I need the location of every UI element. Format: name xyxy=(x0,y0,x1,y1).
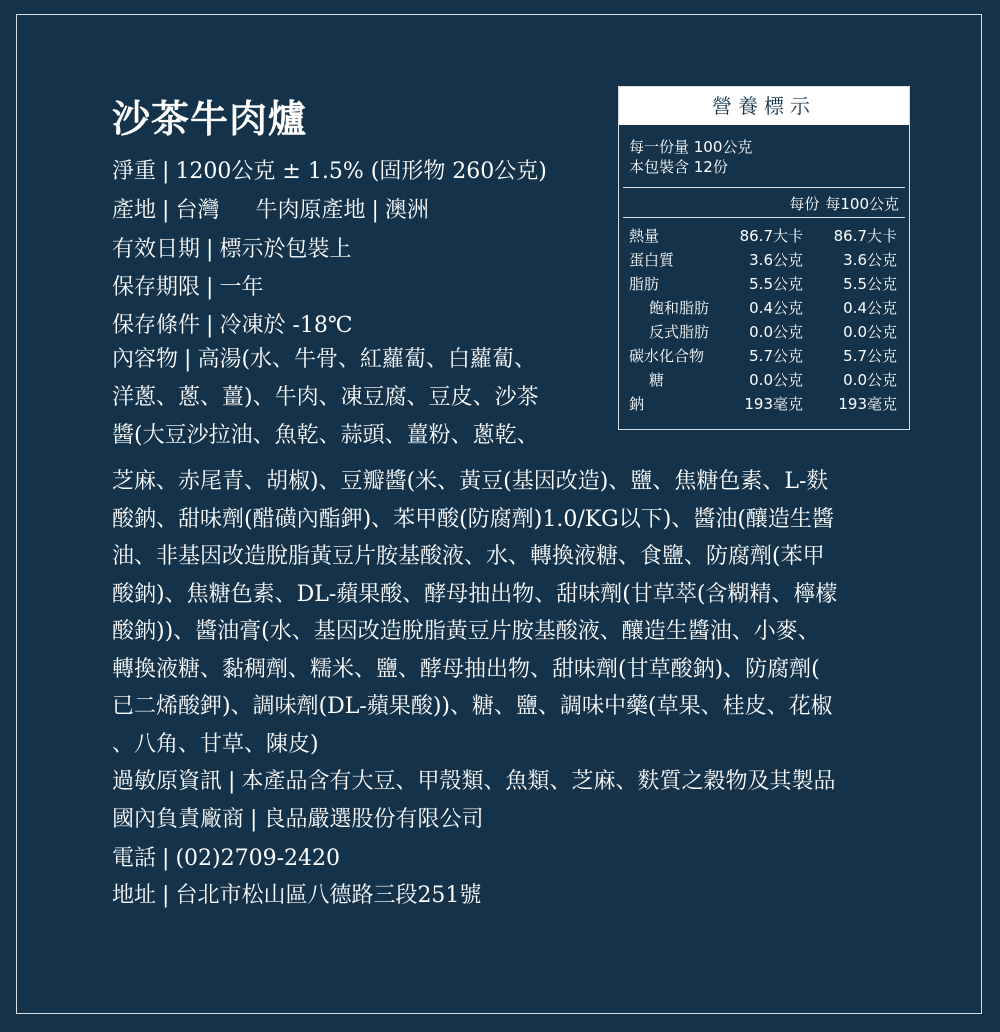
info-value: 一年 xyxy=(219,275,264,300)
nutrition-row xyxy=(619,296,909,320)
nutrition-row xyxy=(619,344,909,368)
nutrient-name: 飽和脂肪 xyxy=(649,299,710,317)
ingredients-text: 高湯(水、牛骨、紅蘿蔔、白蘿蔔、 xyxy=(197,347,537,372)
info-label: 地址 xyxy=(112,883,157,908)
ingredients-line: 油、非基因改造脫脂黃豆片胺基酸液、水、轉換液糖、食鹽、防腐劑(苯甲 xyxy=(112,544,825,569)
per-serving-value: 5.7公克 xyxy=(749,347,803,365)
per-100g-value: 0.4公克 xyxy=(843,299,897,317)
ingredients-line: 酸鈉))、醬油膏(水、基因改造脫脂黃豆片胺基酸液、釀造生醬油、小麥、 xyxy=(112,619,820,644)
nutrition-facts-panel xyxy=(618,86,910,430)
info-value: 冷凍於 -18℃ xyxy=(219,313,353,338)
beef-origin-label: 牛肉原產地 xyxy=(255,198,366,223)
info-label: 保存期限 xyxy=(112,275,201,300)
per-100g-value: 5.7公克 xyxy=(843,347,897,365)
allergen-line xyxy=(112,766,835,798)
separator: | xyxy=(162,846,170,871)
per-100g-value: 5.5公克 xyxy=(843,275,897,293)
info-value: (02)2709-2420 xyxy=(175,846,341,871)
info-value: 標示於包裝上 xyxy=(219,237,352,262)
nutrition-row xyxy=(619,272,909,296)
separator: | xyxy=(162,198,170,223)
shelf-life-line xyxy=(112,272,263,304)
info-value: 台北市松山區八德路三段251號 xyxy=(175,883,482,908)
info-value: 台灣 xyxy=(175,198,220,223)
phone-line xyxy=(112,843,340,875)
servings-per-package: 本包裝含 12份 xyxy=(629,158,728,176)
ingredients-line: 芝麻、赤尾青、胡椒)、豆瓣醬(米、黃豆(基因改造)、鹽、焦糖色素、L-麩 xyxy=(112,469,829,494)
per-serving-value: 86.7大卡 xyxy=(739,227,803,245)
nutrition-row xyxy=(619,392,909,416)
info-value: 1200公克 ± 1.5% (固形物 260公克) xyxy=(175,159,547,184)
nutrient-name: 蛋白質 xyxy=(629,251,675,269)
separator: | xyxy=(184,347,192,372)
per-serving-value: 0.4公克 xyxy=(749,299,803,317)
separator: | xyxy=(250,807,258,832)
col-per-100g: 每100公克 xyxy=(825,195,899,213)
per-100g-value: 3.6公克 xyxy=(843,251,897,269)
per-serving-value: 193毫克 xyxy=(744,395,803,413)
info-label: 電話 xyxy=(112,846,157,871)
info-label: 淨重 xyxy=(112,159,157,184)
nutrient-name: 熱量 xyxy=(629,227,660,245)
ingredients-line: 酸鈉)、焦糖色素、DL-蘋果酸、酵母抽出物、甜味劑(甘草萃(含糊精、檸檬 xyxy=(112,582,838,607)
ingredients-line xyxy=(112,342,536,377)
nutrient-name: 反式脂肪 xyxy=(649,323,710,341)
serving-size: 每一份量 100公克 xyxy=(629,138,753,156)
separator: | xyxy=(162,883,170,908)
ingredients-line: 酸鈉、甜味劑(醋磺內酯鉀)、苯甲酸(防腐劑)1.0/KG以下)、醬油(釀造生醬 xyxy=(112,507,834,532)
nutrient-name: 脂肪 xyxy=(629,275,660,293)
net-weight-line xyxy=(112,156,547,188)
storage-line xyxy=(112,310,352,342)
nutrient-name: 鈉 xyxy=(629,395,645,413)
nutrition-row xyxy=(619,248,909,272)
ingredients-line: 醬(大豆沙拉油、魚乾、蒜頭、薑粉、蔥乾、 xyxy=(112,423,539,448)
serving-info xyxy=(629,137,752,177)
info-value: 本產品含有大豆、甲殼類、魚類、芝麻、麩質之穀物及其製品 xyxy=(241,769,836,794)
separator: | xyxy=(228,769,236,794)
nutrient-name: 碳水化合物 xyxy=(629,347,705,365)
address-line xyxy=(112,880,481,912)
divider xyxy=(623,217,905,218)
nutrition-row xyxy=(619,368,909,392)
per-100g-value: 86.7大卡 xyxy=(833,227,897,245)
per-serving-value: 3.6公克 xyxy=(749,251,803,269)
manufacturer-line xyxy=(112,804,483,836)
separator: | xyxy=(206,275,214,300)
info-label: 過敏原資訊 xyxy=(112,769,223,794)
info-label: 產地 xyxy=(112,198,157,223)
ingredients-line: 轉換液糖、黏稠劑、糯米、鹽、酵母抽出物、甜味劑(甘草酸鈉)、防腐劑( xyxy=(112,657,820,682)
separator: | xyxy=(206,237,214,262)
info-label: 國內負責廠商 xyxy=(112,807,245,832)
col-per-serving: 每份 xyxy=(789,195,820,213)
separator: | xyxy=(206,313,214,338)
per-100g-value: 0.0公克 xyxy=(843,371,897,389)
separator: | xyxy=(371,198,379,223)
info-label: 保存條件 xyxy=(112,313,201,338)
ingredients-line: 洋蔥、蔥、薑)、牛肉、凍豆腐、豆皮、沙茶 xyxy=(112,385,539,410)
nutrition-row xyxy=(619,224,909,248)
per-serving-value: 0.0公克 xyxy=(749,323,803,341)
nutrition-row xyxy=(619,320,909,344)
ingredients-line: 已二烯酸鉀)、調味劑(DL-蘋果酸))、糖、鹽、調味中藥(草果、桂皮、花椒 xyxy=(112,694,833,719)
per-100g-value: 0.0公克 xyxy=(843,323,897,341)
info-value: 良品嚴選股份有限公司 xyxy=(263,807,484,832)
origin-line xyxy=(112,195,429,227)
nutrient-name: 糖 xyxy=(649,371,665,389)
beef-origin-value: 澳洲 xyxy=(384,198,429,223)
divider xyxy=(623,187,905,188)
ingredients-label: 內容物 xyxy=(112,347,179,372)
separator: | xyxy=(162,159,170,184)
ingredients-line: 、八角、甘草、陳皮) xyxy=(112,732,319,757)
per-serving-value: 5.5公克 xyxy=(749,275,803,293)
per-100g-value: 193毫克 xyxy=(838,395,897,413)
info-label: 有效日期 xyxy=(112,237,201,262)
product-title: 沙茶牛肉爐 xyxy=(112,96,308,141)
per-serving-value: 0.0公克 xyxy=(749,371,803,389)
nutrition-heading: 營養標示 xyxy=(619,87,909,125)
expiry-line xyxy=(112,234,351,266)
column-headers xyxy=(783,193,899,214)
